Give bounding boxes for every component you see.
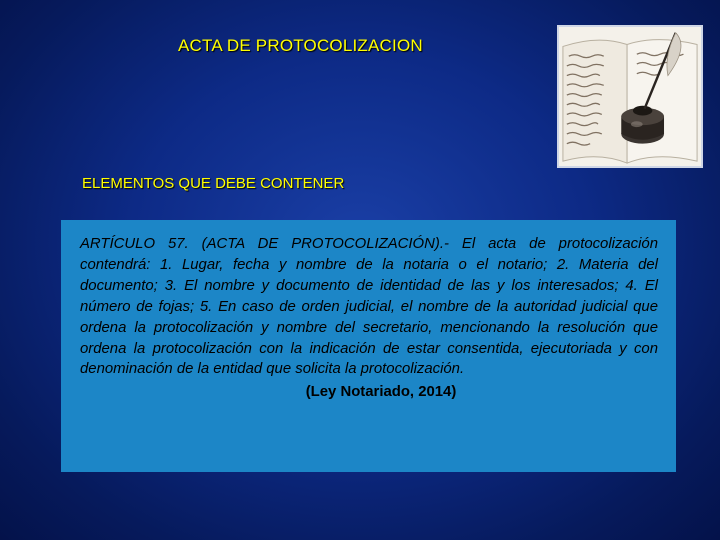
quill-inkwell-manuscript-icon — [557, 25, 703, 168]
article-text: ARTÍCULO 57. (ACTA DE PROTOCOLIZACIÓN).- El acta de protocolización contendrá: 1. Lugar, fecha y nombre de la notaria o el notario; 2. Materia del documento; 3. El nombre y documento de identidad de las y los interesados; 4. El número de fojas; 5. En caso de orden judicial, el nombre de la autoridad judicial que ordena la protocolización y nombre del secretario, mencionando la resolución que ordena la protocolización con la indicación de estar consentida, ejecutoriada y con denominación de la entidad que solicita la protocolización. — [80, 236, 658, 378]
section-subtitle: ELEMENTOS QUE DEBE CONTENER — [82, 175, 345, 192]
citation: (Ley Notariado, 2014) — [305, 384, 457, 401]
page-title: ACTA DE PROTOCOLIZACION — [178, 36, 423, 55]
article-box — [61, 220, 676, 472]
